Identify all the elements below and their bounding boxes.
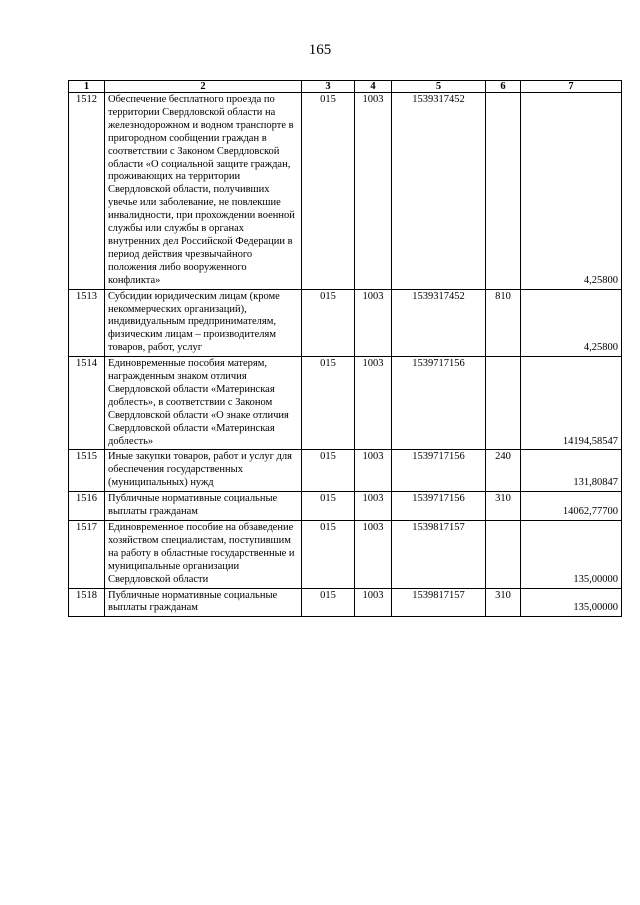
row-section-code: 1003: [355, 357, 392, 450]
header-cell-5: 5: [392, 81, 486, 93]
row-target-code: 1539717156: [392, 450, 486, 492]
row-target-code: 1539317452: [392, 93, 486, 290]
header-cell-2: 2: [105, 81, 302, 93]
row-expense-type: 810: [486, 289, 521, 357]
row-number: 1514: [69, 357, 105, 450]
row-admin-code: 015: [302, 588, 355, 617]
row-amount: 135,00000: [521, 521, 622, 589]
page-number: 165: [308, 42, 332, 58]
budget-table: [68, 80, 622, 617]
row-amount: 131,80847: [521, 450, 622, 492]
row-expense-type: [486, 357, 521, 450]
header-cell-6: 6: [486, 81, 521, 93]
row-name: Публичные нормативные социальные выплаты гражданам: [105, 588, 302, 617]
row-number: 1517: [69, 521, 105, 589]
row-amount: 14062,77700: [521, 492, 622, 521]
row-section-code: 1003: [355, 289, 392, 357]
row-name: Единовременное пособие на обзаведение хозяйством специалистам, поступившим на работу в областные государственные и муниципальные организации Свердловской области: [105, 521, 302, 589]
header-cell-4: 4: [355, 81, 392, 93]
row-name: Субсидии юридическим лицам (кроме некоммерческих организаций), индивидуальным предпринимателям, физическим лицам – производителям товаров, работ, услуг: [105, 289, 302, 357]
table-row: [69, 357, 622, 450]
row-section-code: 1003: [355, 450, 392, 492]
row-amount: 135,00000: [521, 588, 622, 617]
row-section-code: 1003: [355, 93, 392, 290]
row-expense-type: [486, 521, 521, 589]
row-admin-code: 015: [302, 93, 355, 290]
row-number: 1515: [69, 450, 105, 492]
header-row: [69, 81, 622, 93]
row-section-code: 1003: [355, 521, 392, 589]
row-expense-type: 310: [486, 588, 521, 617]
table-row: [69, 521, 622, 589]
row-amount: 4,25800: [521, 93, 622, 290]
row-target-code: 1539817157: [392, 588, 486, 617]
header-cell-7: 7: [521, 81, 622, 93]
row-admin-code: 015: [302, 521, 355, 589]
row-name: Иные закупки товаров, работ и услуг для обеспечения государственных (муниципальных) нужд: [105, 450, 302, 492]
row-admin-code: 015: [302, 492, 355, 521]
table-row: [69, 588, 622, 617]
row-expense-type: 310: [486, 492, 521, 521]
row-target-code: 1539717156: [392, 357, 486, 450]
row-expense-type: [486, 93, 521, 290]
row-number: 1518: [69, 588, 105, 617]
row-admin-code: 015: [302, 450, 355, 492]
row-admin-code: 015: [302, 289, 355, 357]
table-row: [69, 492, 622, 521]
row-name: Единовременные пособия матерям, награжденным знаком отличия Свердловской области «Материнская доблесть», в соответствии с Законом Свердловской области «О знаке отличия Свердловской области «Материнская доблесть»: [105, 357, 302, 450]
row-target-code: 1539817157: [392, 521, 486, 589]
row-number: 1513: [69, 289, 105, 357]
row-admin-code: 015: [302, 357, 355, 450]
row-expense-type: 240: [486, 450, 521, 492]
row-name: Публичные нормативные социальные выплаты гражданам: [105, 492, 302, 521]
row-number: 1512: [69, 93, 105, 290]
row-name: Обеспечение бесплатного проезда по территории Свердловской области на железнодорожном и водном транспорте в пригородном сообщении граждан в соответствии с Законом Свердловской области «О социальной защите граждан, проживающих на территории Свердловской области, получивших увечье или заболевание, не повлекшие инвалидности, при прохождении военной службы или службы в органах внутренних дел Российской Федерации в период действия чрезвычайного положения либо вооруженного конфликта»: [105, 93, 302, 290]
row-amount: 4,25800: [521, 289, 622, 357]
table-row: [69, 289, 622, 357]
header-cell-1: 1: [69, 81, 105, 93]
row-target-code: 1539717156: [392, 492, 486, 521]
table-row: [69, 93, 622, 290]
row-target-code: 1539317452: [392, 289, 486, 357]
row-section-code: 1003: [355, 588, 392, 617]
table-row: [69, 450, 622, 492]
row-number: 1516: [69, 492, 105, 521]
row-amount: 14194,58547: [521, 357, 622, 450]
header-cell-3: 3: [302, 81, 355, 93]
row-section-code: 1003: [355, 492, 392, 521]
